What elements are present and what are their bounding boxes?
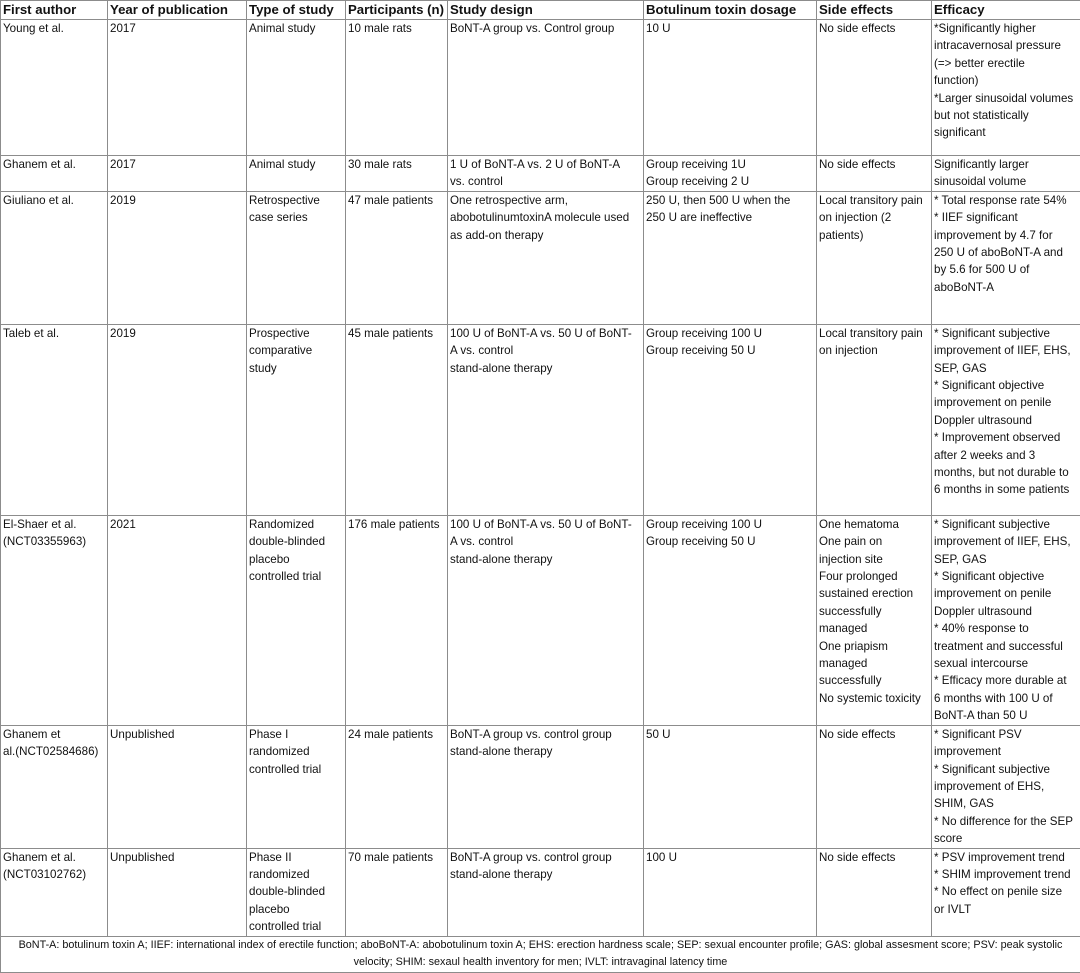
abbreviations-footnote: BoNT-A: botulinum toxin A; IIEF: international index of erectile function; aboBoNT-A: abobotulinum toxin A; EHS: erection hardness scale; SEP: sexual encounter profile; GAS: global assesment score; PSV: peak systolic velocity; SHIM: sexaul health inventory for men; IVLT: intravaginal latency time [1, 936, 1080, 972]
cell-efficacy: * Total response rate 54% * IIEF significant improvement by 4.7 for 250 U of aboBoNT-A and by 5.6 for 500 U of aboBoNT-A [932, 191, 1080, 324]
cell-side-effects: Local transitory pain on injection [817, 324, 932, 515]
cell-dosage: Group receiving 100 U Group receiving 50 U [644, 324, 817, 515]
header-study-type: Type of study [247, 1, 346, 20]
header-participants: Participants (n) [346, 1, 448, 20]
cell-dosage: Group receiving 1U Group receiving 2 U [644, 156, 817, 192]
cell-year: 2019 [108, 324, 247, 515]
header-first-author: First author [1, 1, 108, 20]
cell-first-author: Taleb et al. [1, 324, 108, 515]
cell-side-effects: One hematoma One pain on injection site Four prolonged sustained erection successfully managed One priapism managed successfully No systemic toxicity [817, 515, 932, 725]
cell-participants: 30 male rats [346, 156, 448, 192]
cell-efficacy: * PSV improvement trend * SHIM improvement trend * No effect on penile size or IVLT [932, 848, 1080, 936]
header-side-effects: Side effects [817, 1, 932, 20]
cell-efficacy: * Significant subjective improvement of IIEF, EHS, SEP, GAS * Significant objective improvement on penile Doppler ultrasound * Improvement observed after 2 weeks and 3 months, but not durable to 6 months in some patients [932, 324, 1080, 515]
table-row [1, 20, 1080, 156]
cell-side-effects: No side effects [817, 156, 932, 192]
cell-study-type: Retrospective case series [247, 191, 346, 324]
header-row [1, 1, 1080, 20]
cell-study-type: Prospective comparative study [247, 324, 346, 515]
table-row [1, 156, 1080, 192]
cell-participants: 47 male patients [346, 191, 448, 324]
cell-study-design: 100 U of BoNT-A vs. 50 U of BoNT- A vs. control stand-alone therapy [448, 324, 644, 515]
cell-dosage: 10 U [644, 20, 817, 156]
cell-efficacy: * Significant PSV improvement * Significant subjective improvement of EHS, SHIM, GAS * No difference for the SEP score [932, 725, 1080, 848]
cell-first-author: El-Shaer et al. (NCT03355963) [1, 515, 108, 725]
cell-year: 2021 [108, 515, 247, 725]
cell-efficacy: * Significant subjective improvement of IIEF, EHS, SEP, GAS * Significant objective improvement on penile Doppler ultrasound * 40% response to treatment and successful sexual intercourse * Efficacy more durable at 6 months with 100 U of BoNT-A than 50 U [932, 515, 1080, 725]
header-dosage: Botulinum toxin dosage [644, 1, 817, 20]
cell-study-type: Phase I randomized controlled trial [247, 725, 346, 848]
cell-efficacy: Significantly larger sinusoidal volume [932, 156, 1080, 192]
table-row [1, 725, 1080, 848]
cell-study-design: 100 U of BoNT-A vs. 50 U of BoNT- A vs. control stand-alone therapy [448, 515, 644, 725]
table-row [1, 515, 1080, 725]
cell-first-author: Ghanem et al. (NCT03102762) [1, 848, 108, 936]
cell-first-author: Ghanem et al. [1, 156, 108, 192]
cell-year: 2017 [108, 20, 247, 156]
cell-participants: 176 male patients [346, 515, 448, 725]
cell-participants: 10 male rats [346, 20, 448, 156]
cell-study-design: BoNT-A group vs. control group stand-alone therapy [448, 848, 644, 936]
cell-study-type: Phase II randomized double-blinded placebo controlled trial [247, 848, 346, 936]
cell-study-type: Randomized double-blinded placebo controlled trial [247, 515, 346, 725]
cell-study-type: Animal study [247, 156, 346, 192]
cell-year: Unpublished [108, 725, 247, 848]
cell-participants: 45 male patients [346, 324, 448, 515]
cell-year: Unpublished [108, 848, 247, 936]
header-year: Year of publication [108, 1, 247, 20]
cell-side-effects: No side effects [817, 848, 932, 936]
cell-side-effects: No side effects [817, 20, 932, 156]
cell-participants: 70 male patients [346, 848, 448, 936]
table-row [1, 324, 1080, 515]
cell-study-design: BoNT-A group vs. control group stand-alone therapy [448, 725, 644, 848]
table-row [1, 191, 1080, 324]
cell-first-author: Giuliano et al. [1, 191, 108, 324]
cell-first-author: Ghanem et al.(NCT02584686) [1, 725, 108, 848]
cell-side-effects: Local transitory pain on injection (2 patients) [817, 191, 932, 324]
cell-study-design: One retrospective arm, abobotulinumtoxinA molecule used as add-on therapy [448, 191, 644, 324]
cell-study-type: Animal study [247, 20, 346, 156]
cell-year: 2017 [108, 156, 247, 192]
header-study-design: Study design [448, 1, 644, 20]
footer-row [1, 936, 1080, 972]
cell-participants: 24 male patients [346, 725, 448, 848]
cell-dosage: 50 U [644, 725, 817, 848]
cell-year: 2019 [108, 191, 247, 324]
cell-dosage: Group receiving 100 U Group receiving 50 U [644, 515, 817, 725]
cell-study-design: 1 U of BoNT-A vs. 2 U of BoNT-A vs. control [448, 156, 644, 192]
cell-study-design: BoNT-A group vs. Control group [448, 20, 644, 156]
cell-dosage: 100 U [644, 848, 817, 936]
table-row [1, 848, 1080, 936]
cell-dosage: 250 U, then 500 U when the 250 U are ineffective [644, 191, 817, 324]
cell-efficacy: *Significantly higher intracavernosal pressure (=> better erectile function) *Larger sinusoidal volumes but not statistically significant [932, 20, 1080, 156]
header-efficacy: Efficacy [932, 1, 1080, 20]
cell-first-author: Young et al. [1, 20, 108, 156]
cell-side-effects: No side effects [817, 725, 932, 848]
